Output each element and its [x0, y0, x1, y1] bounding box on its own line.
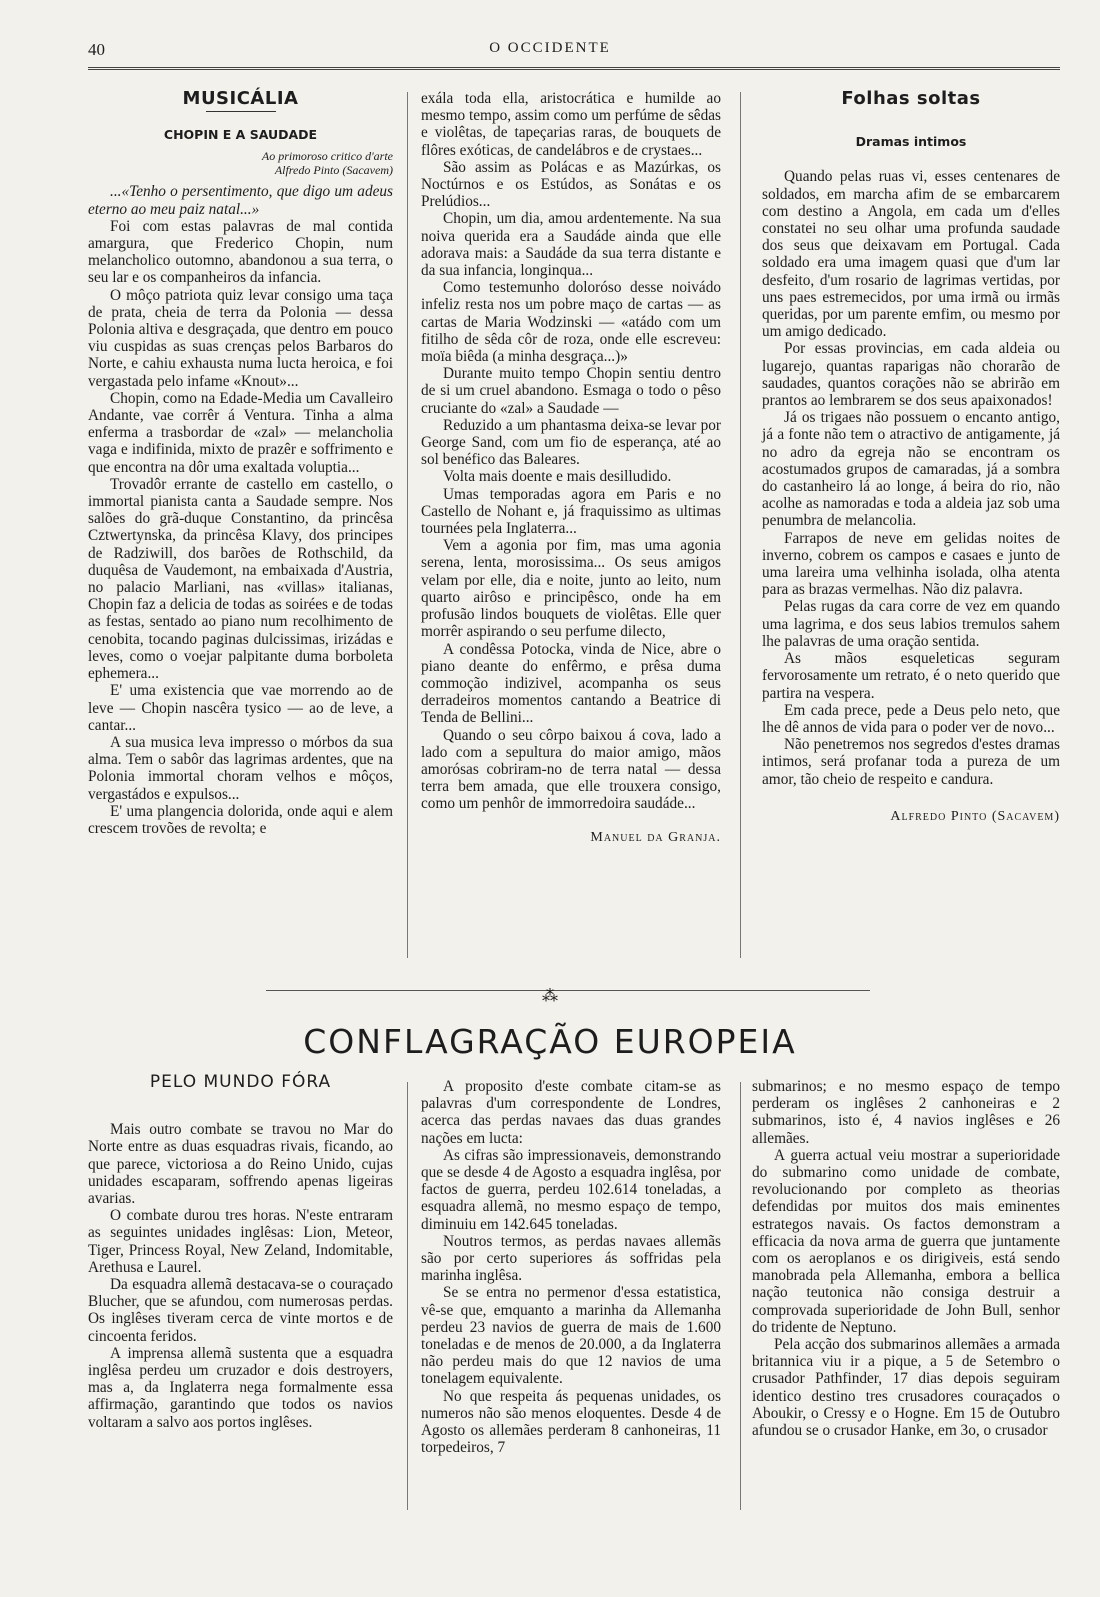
pelo-mundo-fora-title: PELO MUNDO FÓRA — [149, 1072, 332, 1092]
paragraph: A sua musica leva impresso o mórbos da sua alma. Tem o sabôr das lagrimas ardentes, que na Polonia immortal choram velhos e môços, vergastádos e expulsos... — [88, 733, 393, 803]
paragraph: Já os trigaes não possuem o encanto antigo, já a fonte não tem o atractivo de antigamente, já no adro da egreja não se encontram os acostumados grupos de camaradas, já a sombra do castanheiro lá ao longe, á beira do rio, não acolhe as namoradas e toda a aldeia jaz sob uma penumbra de melancolia. — [762, 409, 1060, 530]
paragraph: E' uma plangencia dolorida, onde aqui e alem crescem trovões de revolta; e — [88, 802, 393, 837]
paragraph: Durante muito tempo Chopin sentiu dentro de si um cruel abandono. Esmaga o todo o pêso cruciante do «zal» a Saudade — — [421, 365, 721, 417]
paragraph: Reduzido a um phantasma deixa-se levar por George Sand, com um fio de esperança, até ao sol benéfico das Baleares. — [421, 416, 721, 469]
folhas-section-title: Folhas soltas — [841, 88, 981, 109]
paragraph: O combate durou tres horas. N'este entraram as seguintes unidades inglêsas: Lion, Meteor, Tiger, Princess Royal, New Zeland, Indomitable, Arethusa e Laurel. — [88, 1207, 393, 1276]
folhas-soltas-column — [762, 90, 1060, 825]
paragraph: Por essas provincias, em cada aldeia ou lugarejo, quantas raparigas não chorarão de saudades, quantos corações não se abrirão em prantos ao lembrarem se dos seus apaixonados! — [762, 340, 1060, 410]
page-number: 40 — [88, 40, 105, 59]
paragraph: Noutros termos, as perdas navaes allemãs são por certo superiores ás soffridas pela marinha inglêsa. — [421, 1232, 721, 1285]
paragraph: Como testemunho doloróso desse noivádo infeliz resta nos um pobre maço de cartas — as cartas de Maria Wodzinski — «atádo com um fitilho de sêda côr de roza, onde elle escreveu: moïa biêda (a minha desgraça...)» — [421, 279, 721, 366]
conflagracao-column-1 — [88, 1074, 393, 1431]
paragraph: ...«Tenho o persentimento, que digo um adeus eterno ao meu paiz natal...» — [88, 183, 393, 218]
paragraph: Foi com estas palavras de mal contida amargura, que Frederico Chopin, num melancholico outomno, abandonou a sua terra, o seu lar e os companheiros da infancia. — [88, 217, 393, 287]
paragraph: Em cada prece, pede a Deus pelo neto, que lhe dê annos de vida para o poder ver de novo... — [762, 701, 1060, 736]
paragraph: Da esquadra allemã destacava-se o couraçado Blucher, que se afundou, com numerosas perdas. Os inglêses tiveram cerca de vinte mortos e de cincoenta feridos. — [88, 1276, 393, 1345]
paragraph: A proposito d'este combate citam-se as palavras d'um correspondente de Londres, acerca das perdas navaes das duas grandes nações em lucta: — [421, 1078, 721, 1147]
paragraph: Farrapos de neve em gelidas noites de inverno, cobrem os campos e casaes e junto de uma lareira uma velhinha isolada, olha atenta para as brazas vermelhas. Não diz palavra. — [762, 529, 1060, 599]
paragraph: As mãos esqueleticas seguram fervorosamente um retrato, é o neto querido que partira na vespera. — [762, 650, 1060, 702]
conflagracao-column-2 — [421, 1078, 721, 1456]
paragraph: São assim as Polácas e as Mazúrkas, os Noctúrnos e os Estúdos, as Sonátas e os Prelúdios... — [421, 158, 721, 211]
header-rule — [88, 67, 1060, 70]
paragraph: Vem a agonia por fim, mas uma agonia serena, lenta, morosissima... Os seus amigos velam por elle, dia e noite, junto ao leito, num quarto airôso e principêsco, onde ha em profusão lindos bouquets de violêtas. Elle quer morrêr aspirando o seu perfume dilecto, — [421, 537, 721, 641]
journal-title: O OCCIDENTE — [489, 40, 611, 56]
paragraph: Umas temporadas agora em Paris e no Castello de Nohant e, já fraquissimo as ultimas tournées pela Inglaterra... — [421, 485, 721, 538]
paragraph: A condêssa Potocka, vinda de Nice, abre o piano deante do enfêrmo, e prêsa duma commoção indizivel, acompanha os seus derradeiros momentos cantando a Beatrice di Tenda de Bellini... — [421, 640, 721, 727]
musicalia-column-1 — [88, 90, 393, 837]
paragraph: O môço patriota quiz levar consigo uma taça de prata, cheia de terra da Polonia — dessa Polonia altiva e desgraçada, que dentro em pouco viu cuspidas as suas crenças pelos Barbaros do Norte, e cahiu exhausta numa lucta heroica, e foi vergastada pelo infame «Knout»... — [88, 286, 393, 390]
paragraph: Chopin, como na Edade-Media um Cavalleiro Andante, vae corrêr á Ventura. Tinha a alma enferma a trasbordar de «zal» — melancholia vaga e indifinida, mixto de prazêr e soffrimento e que encontra na dôr uma exaltada voluptia... — [88, 389, 393, 476]
paragraph: Trovadôr errante de castello em castello, o immortal pianista canta a Saudade sempre. Nos salões do grã-duque Constantino, da princêsa Cztwertynska, da princêsa Klavy, dos principes de Radziwill, dos barões de Rothschild, da duquêsa de Vaudemont, na embaixada d'Austria, no palacio Marliani, nas «villas» italianas, Chopin faz a delicia de todas as soirées e de todas as festas, sentado ao piano num recolhimento de cenobita, tocando paginas dulcissimas, irizádas e leves, como o voejar palpitante duma borboleta ephemera... — [88, 475, 393, 683]
paragraph: Volta mais doente e mais desilludido. — [443, 468, 672, 486]
conflagracao-title: CONFLAGRAÇÃO EUROPEIA — [303, 1022, 797, 1061]
paragraph: Mais outro combate se travou no Mar do Norte entre as duas esquadras rivais, ficando, ao que parece, victoriosa a do Reino Unido, cujas unidades escaparam, soffrendo apenas ligeiras avarias. — [88, 1121, 393, 1208]
musicalia-column-2 — [421, 90, 721, 846]
title-rule — [206, 111, 276, 112]
musicalia-section-title: MUSICÁLIA — [182, 88, 299, 109]
paragraph: Pelas rugas da cara corre de vez em quando uma lagrima, e dos seus labios tremulos sahem lhe palavras de uma oração sentida. — [762, 598, 1060, 650]
paragraph: A guerra actual veiu mostrar a superioridade do submarino como unidade de combate, revolucionando por completo as theorias defendidas por muitos dos mais eminentes estrategos navais. Os factos demonstram a efficacia da nova arma de guerra que juntamente com os aeroplanos e os dirigiveis, está sendo manobrada pela Allemanha, embora a bellica nação teutonica não consiga destruir a comprovada superioridade de John Bull, senhor do tridente de Neptuno. — [752, 1146, 1060, 1336]
paragraph: Quando pelas ruas vi, esses centenares de soldados, em marcha afim de se embarcarem com destino a Angola, em cada um d'elles constatei no seu olhar uma profunda saudade dos seus que deixavam em Portugal. Cada soldado era uma imagem quasi que d'um lar desfeito, d'um rosario de lagrimas vertidas, por uns paes estremecidos, por uma irmã ou irmãs queridas, por um parente emfim, ou mesmo por um amigo dedicado. — [762, 168, 1060, 341]
paragraph: Não penetremos nos segredos d'estes dramas intimos, será profanar toda a pureza de um amor, tão cheio de respeito e candura. — [762, 736, 1060, 788]
dedication-line: Alfredo Pinto (Sacavem) — [274, 163, 393, 178]
column-divider — [407, 92, 408, 958]
paragraph: submarinos; e no mesmo espaço de tempo perderam os inglêses 2 canhoneiras e 2 submarinos, isto é, 4 navios inglêses e 26 allemães. — [752, 1078, 1060, 1147]
column-divider — [740, 1082, 741, 1510]
paragraph: E' uma existencia que vae morrendo ao de leve — Chopin nascêra tysico — ao de leve, a cantar... — [88, 682, 393, 734]
paragraph: A imprensa allemã sustenta que a esquadra inglêsa perdeu um cruzador e dois destroyers, mas a, da Inglaterra nega formalmente essa affirmação, garantindo que todos os navios voltaram a salvo aos portos inglêses. — [88, 1344, 393, 1431]
paragraph: Quando o seu côrpo baixou á cova, lado a lado com a sepultura do maior amigo, mãos amorósas cobriram-no de terra natal — dessa terra bem amada, que elle trouxera consigo, como um penhôr de immorredoira saudáde... — [421, 726, 721, 813]
paragraph: exála toda ella, aristocrática e humilde ao mesmo tempo, assim como um perfúme de sêdas e violêtas, de tapeçarias raras, de bouquets de flôres exóticas, de candelábros e de crystaes... — [421, 90, 721, 159]
asterism-ornament: ⁂ — [542, 988, 558, 1005]
paragraph: Se se entra no permenor d'essa estatistica, vê-se que, emquanto a marinha da Allemanha perdeu 23 navios de guerra de mais de 1.600 toneladas e de menos de 20.000, a da Inglaterra não perdeu mais do que 12 navios de uma tonelagem equivalente. — [421, 1284, 721, 1388]
paragraph: As cifras são impressionaveis, demonstrando que se desde 4 de Agosto a esquadra inglêsa, por factos de guerra, perdeu 102.614 toneladas, a esquadra allemã, no mesmo espaço de tempo, diminuiu em 142.645 toneladas. — [421, 1146, 721, 1233]
dedication-line: Ao primoroso critico d'arte — [261, 149, 393, 164]
column-divider — [740, 92, 741, 958]
paragraph: Pela acção dos submarinos allemães a armada britannica viu ir a pique, a 5 de Setembro o crusador Pathfinder, 17 dias depois seguiram identico destino tres crusadores couraçados o Aboukir, o Cressy e o Hogne. Em 15 de Outubro afundou se o crusador Hanke, em 3o, o crusador — [752, 1336, 1060, 1440]
column-divider — [407, 1082, 408, 1510]
paragraph: No que respeita ás pequenas unidades, os numeros não são menos eloquentes. Desde 4 de Agosto os allemães perderam 8 canhoneiras, 11 torpedeiros, 7 — [421, 1387, 721, 1457]
author-signature: Manuel da Granja. — [590, 829, 721, 845]
conflagracao-column-3 — [752, 1078, 1060, 1439]
article-title: Dramas intimos — [855, 134, 967, 150]
author-signature: Alfredo Pinto (Sacavem) — [890, 808, 1060, 824]
dedication — [88, 149, 393, 177]
paragraph: Chopin, um dia, amou ardentemente. Na sua noiva querida era a Saudáde ainda que elle adorava mais: a Saudáde da sua terra distante e da sua infancia, longinqua... — [421, 210, 721, 280]
article-title: CHOPIN E A SAUDADE — [163, 127, 318, 143]
